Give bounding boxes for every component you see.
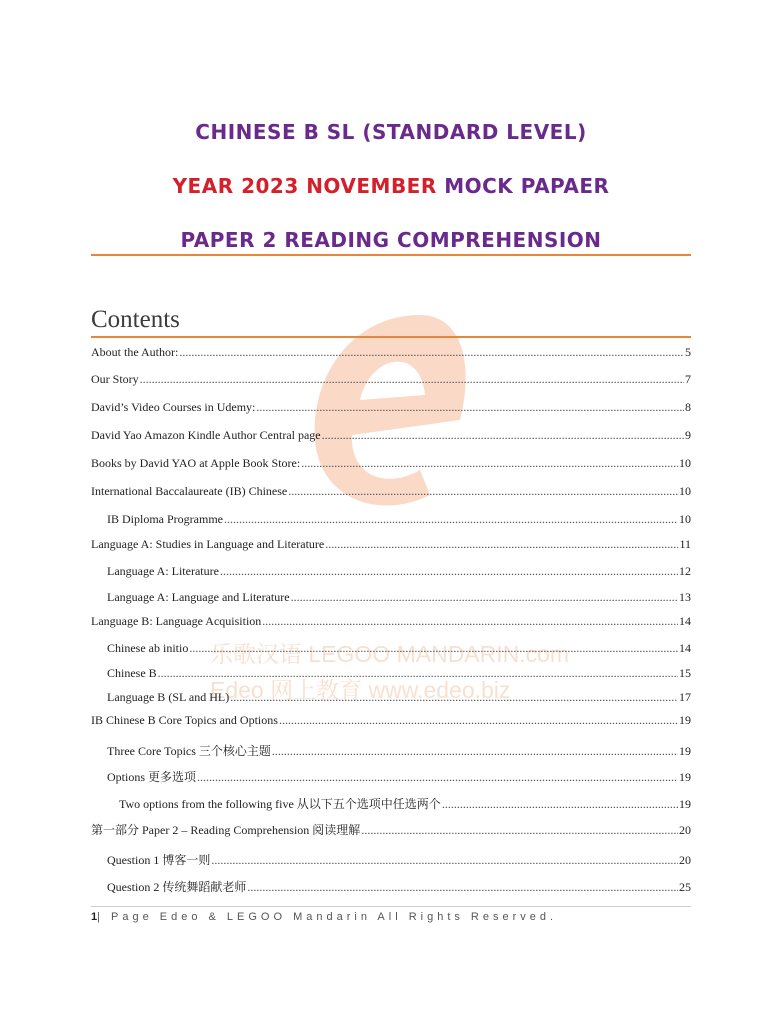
title-line-2 [0, 174, 782, 198]
toc-entry[interactable]: Three Core Topics 三个核心主题 ..... 19 [107, 742, 691, 759]
toc-entry[interactable]: About the Author: ..... 5 [91, 345, 691, 360]
toc-entry[interactable]: IB Chinese B Core Topics and Options ..... 19 [91, 713, 691, 728]
title-divider [91, 254, 691, 256]
toc-entry[interactable]: Language A: Studies in Language and Literature ..... 11 [91, 537, 691, 552]
footer-text: | Page Edeo & LEGOO Mandarin All Rights Reserved. [97, 911, 558, 923]
toc-entry[interactable]: Language A: Literature ..... 12 [107, 564, 691, 579]
toc-entry[interactable]: Options 更多选项 ..... 19 [107, 768, 691, 785]
toc-entry[interactable]: IB Diploma Programme ..... 10 [107, 512, 691, 527]
toc-entry[interactable]: Question 2 传统舞蹈献老师 ..... 25 [107, 878, 691, 895]
watermark-line-2: Edeo 网上教育 www.edeo.biz [210, 677, 511, 703]
contents-divider [91, 336, 691, 338]
toc-entry[interactable]: Two options from the following five 从以下五个选项中任选两个 ..... 19 [119, 795, 691, 812]
footer-divider [91, 906, 691, 907]
page-footer [91, 911, 557, 923]
title-mock-paper: MOCK PAPAER [436, 174, 610, 198]
toc-entry[interactable]: Books by David YAO at Apple Book Store: ..... 10 [91, 456, 691, 471]
toc-entry[interactable]: 第一部分 Paper 2 – Reading Comprehension 阅读理解 ..... 20 [91, 821, 691, 838]
title-year: YEAR 2023 NOVEMBER [172, 174, 437, 198]
toc-entry[interactable]: International Baccalaureate (IB) Chinese ..... 10 [91, 484, 691, 499]
toc-entry[interactable]: David’s Video Courses in Udemy: ..... 8 [91, 400, 691, 415]
toc-entry[interactable]: Chinese B ..... 15 [107, 666, 691, 681]
contents-heading: Contents [91, 306, 180, 333]
title-line-1: CHINESE B SL (STANDARD LEVEL) [195, 120, 587, 144]
watermark-line-1: 乐歌汉语 LEGOO MANDARIN.com [210, 641, 570, 667]
toc-entry[interactable]: Chinese ab initio ..... 14 [107, 641, 691, 656]
toc-entry[interactable]: Language B: Language Acquisition ..... 14 [91, 614, 691, 629]
toc-entry[interactable]: Language B (SL and HL) ..... 17 [107, 690, 691, 705]
title-line-3: PAPER 2 READING COMPREHENSION [180, 228, 602, 252]
toc-entry[interactable]: Our Story ..... 7 [91, 372, 691, 387]
page-number: 1 [91, 911, 98, 923]
toc-entry[interactable]: Question 1 博客一则 ..... 20 [107, 851, 691, 868]
toc-entry[interactable]: David Yao Amazon Kindle Author Central page ..... 9 [91, 428, 691, 443]
toc-entry[interactable]: Language A: Language and Literature ..... 13 [107, 590, 691, 605]
